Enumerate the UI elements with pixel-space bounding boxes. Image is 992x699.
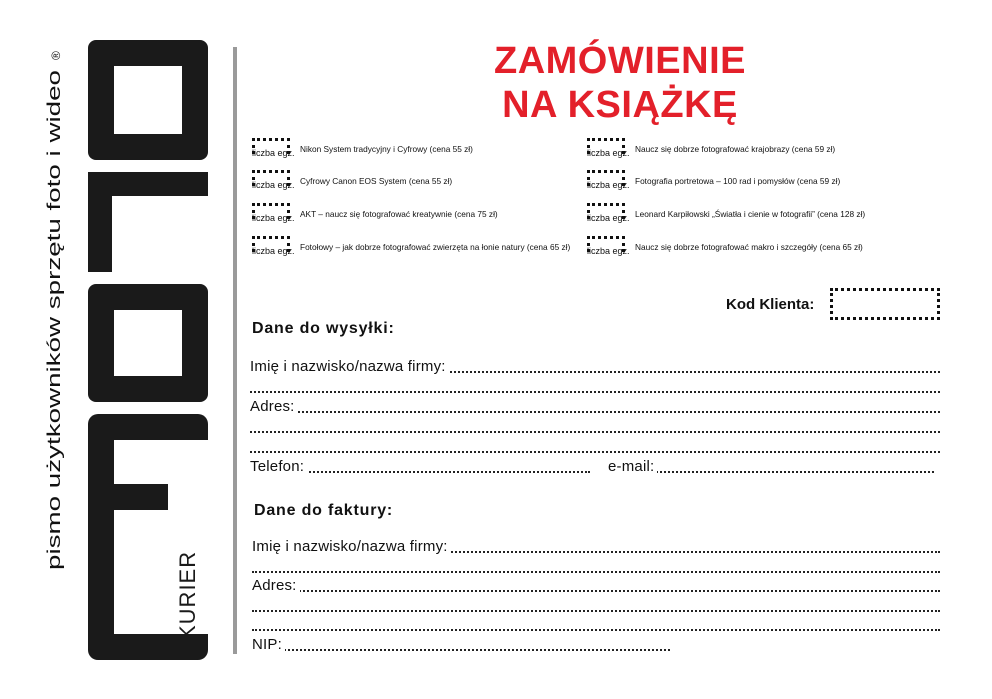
- invoice-address-field-line2[interactable]: [252, 597, 940, 615]
- book-title: Fotografia portretowa – 100 rad i pomysłów (cena 59 zł): [635, 176, 841, 186]
- foto-kurier-logo: [30, 40, 220, 660]
- invoice-name-field[interactable]: [252, 538, 940, 556]
- invoice-address-field-line3[interactable]: [252, 616, 940, 634]
- client-code-box[interactable]: [830, 288, 940, 320]
- invoice-name-label: Imię i nazwisko/nazwa firmy:: [252, 538, 451, 555]
- shipping-address-field-line2[interactable]: [250, 418, 940, 436]
- shipping-phone-label: Telefon:: [250, 458, 307, 475]
- logo-tagline: pismo użytkowników sprzętu foto i wideo: [43, 236, 64, 570]
- quantity-label: liczba egz.: [252, 246, 295, 256]
- book-title: AKT – naucz się fotografować kreatywnie (cena 75 zł): [300, 209, 498, 219]
- shipping-name-label: Imię i nazwisko/nazwa firmy:: [250, 358, 449, 375]
- book-title: Naucz się dobrze fotografować makro i szczegóły (cena 65 zł): [635, 242, 863, 252]
- shipping-name-field-line2[interactable]: [250, 378, 940, 396]
- form-title-line2: NA KSIĄŻKĘ: [502, 84, 738, 126]
- quantity-label: liczba egz.: [587, 180, 630, 190]
- invoice-heading: Dane do faktury:: [254, 502, 394, 519]
- quantity-label: liczba egz.: [252, 213, 295, 223]
- shipping-heading: Dane do wysyłki:: [252, 320, 395, 337]
- logo-registered-mark: ®: [49, 51, 63, 60]
- book-title: Leonard Karpiłowski „Światła i cienie w fotografii” (cena 128 zł): [635, 209, 866, 219]
- client-code-label: Kod Klienta:: [726, 296, 815, 313]
- quantity-label: liczba egz.: [587, 246, 630, 256]
- quantity-label: liczba egz.: [587, 148, 630, 158]
- shipping-address-label: Adres:: [250, 398, 298, 415]
- shipping-address-field[interactable]: [250, 398, 940, 416]
- shipping-phone-field[interactable]: [250, 458, 590, 476]
- book-title: Cyfrowy Canon EOS System (cena 55 zł): [300, 176, 453, 186]
- invoice-address-field[interactable]: [252, 577, 940, 595]
- invoice-nip-field[interactable]: [252, 636, 670, 654]
- shipping-email-label: e-mail:: [608, 458, 657, 475]
- invoice-name-field-line2[interactable]: [252, 558, 940, 576]
- shipping-address-field-line3[interactable]: [250, 438, 940, 456]
- shipping-name-field[interactable]: [250, 358, 940, 376]
- invoice-nip-label: NIP:: [252, 636, 285, 653]
- book-title: Naucz się dobrze fotografować krajobrazy (cena 59 zł): [635, 144, 836, 154]
- book-title: Fotołowy – jak dobrze fotografować zwierzęta na łonie natury (cena 65 zł): [300, 242, 571, 252]
- vertical-divider: [233, 47, 237, 654]
- shipping-email-field[interactable]: [608, 458, 934, 476]
- invoice-address-label: Adres:: [252, 577, 300, 594]
- quantity-label: liczba egz.: [587, 213, 630, 223]
- form-title-line1: ZAMÓWIENIE: [494, 40, 746, 82]
- book-title: Nikon System tradycyjny i Cyfrowy (cena 55 zł): [300, 144, 473, 154]
- logo-kurier: KURIER: [175, 550, 200, 640]
- quantity-label: liczba egz.: [252, 180, 295, 190]
- quantity-label: liczba egz.: [252, 148, 295, 158]
